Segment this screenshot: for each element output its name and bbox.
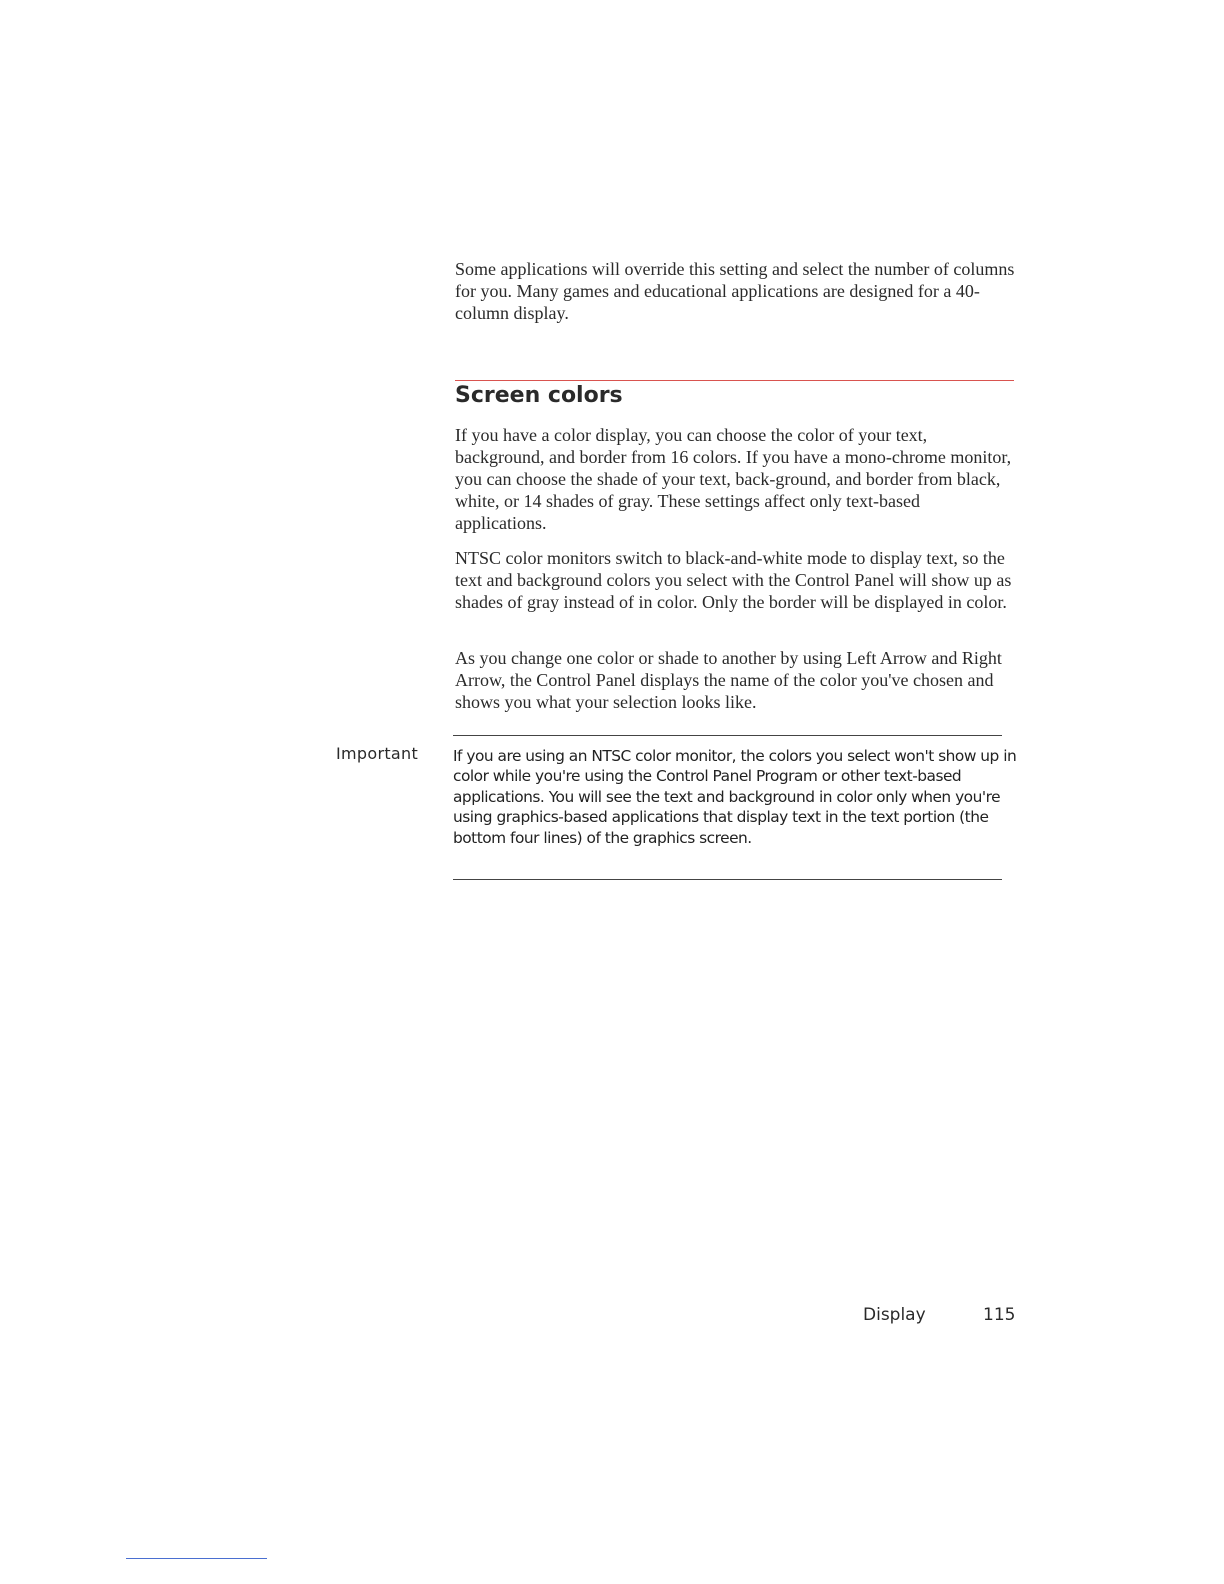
note-bottom-divider [453, 879, 1002, 880]
section-paragraph: NTSC color monitors switch to black-and-white mode to display text, so the text and background colors you select with the Control Panel will show up as shades of gray instead of in color. Only the border will be displayed in color. [455, 548, 1012, 612]
important-note-text: If you are using an NTSC color monitor, the colors you select won't show up in color while you're using the Control Panel Program or other text-based applications. You will see the text and background in color only when you're using graphics-based applications that display text in the text portion (the bottom four lines) of the graphics screen. [453, 747, 1017, 847]
intro-paragraph: Some applications will override this setting and select the number of columns for you. Many games and educational applications are designed for a 40-column display. [455, 259, 1015, 323]
note-top-divider [453, 735, 1002, 736]
section-heading: Screen colors [455, 383, 623, 408]
page-number: 115 [983, 1305, 1016, 1325]
important-note-label: Important [336, 744, 419, 763]
footer-section-name: Display [863, 1305, 926, 1325]
section-paragraph: If you have a color display, you can choose the color of your text, background, and border from 16 colors. If you have a mono-chrome monitor, you can choose the shade of your text, back-ground, and border from black, white, or 14 shades of gray. These settings affect only text-based applications. [455, 425, 1012, 533]
scan-edge-mark [126, 1558, 267, 1559]
section-paragraph: As you change one color or shade to another by using Left Arrow and Right Arrow, the Control Panel displays the name of the color you've chosen and shows you what your selection looks like. [455, 648, 1002, 712]
